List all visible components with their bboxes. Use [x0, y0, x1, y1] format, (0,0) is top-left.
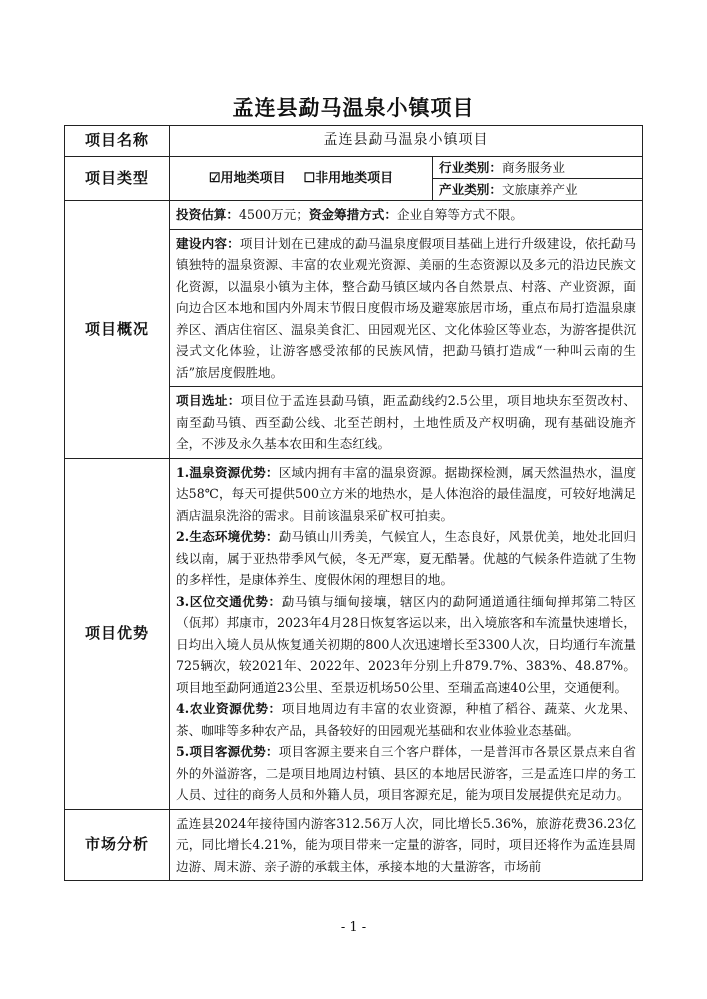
type-options — [170, 157, 433, 201]
row-advantages — [65, 458, 643, 809]
build-label: 建设内容： — [176, 235, 240, 251]
advantage-item: 2.生态环境优势：勐马镇山川秀美，气候宜人，生态良好，风景优美，地处北回归线以南，属于亚热带季风气候，冬无严寒，夏无酷暑。优越的气候条件造就了生物的多样性，是康体养生、度假休闲的理想目的地。 — [176, 529, 637, 587]
label-market: 市场分析 — [65, 809, 170, 881]
row-project-type — [65, 157, 643, 201]
label-project-type: 项目类型 — [65, 157, 170, 201]
page-number: - 1 - — [340, 920, 367, 935]
overview-content — [170, 201, 643, 459]
label-project-name: 项目名称 — [65, 126, 170, 157]
advantage-item: 5.项目客源优势：项目客源主要来自三个客户群体，一是普洱市各景区景点来自省外的外溢游客，二是项目地周边村镇、县区的本地居民游客，三是孟连口岸的务工人员、过往的商务人员和外籍人员，项目客源充足，能为项目发展提供充足动力。 — [176, 744, 637, 802]
nonland-type-checkbox: ☐非用地类项目 — [303, 171, 394, 187]
industry-label: 行业类别： — [439, 160, 502, 175]
advantage-item: 4.农业资源优势：项目地周边有丰富的农业资源，种植了稻谷、蔬菜、火龙果、茶、咖啡等多种农产品，具备较好的田园观光基础和农业体验业态基础。 — [176, 701, 637, 738]
site-text: 项目位于孟连县勐马镇，距孟勐线约2.5公里，项目地块东至贺改村、南至勐马镇、西至勐公线、北至芒朗村，土地性质及产权明确，现有基础设施齐全，不涉及永久基本农田和生态红线。 — [176, 393, 636, 451]
sector-label: 产业类别： — [439, 182, 502, 197]
advantage-item: 3.区位交通优势：勐马镇与缅甸接壤，辖区内的勐阿通道通往缅甸掸邦第二特区（佤邦）邦康市，2023年4月28日恢复客运以来，出入境旅客和车流量快速增长，日均出入境人员从恢复通关初期的800人次迅速增长至3300人次，日均通行车流量725辆次，较2021年、2022年、2023年分别上升879.7%、383%、48.87%。项目地至勐阿通道23公里、至景迈机场50公里、至瑞孟高速40公里，交通便利。 — [176, 593, 637, 695]
advantage-item: 1.温泉资源优势：区域内拥有丰富的温泉资源。据勘探检测，属天然温热水，温度达58℃，每天可提供500立方米的地热水，是人体泡浴的最佳温度，可较好地满足酒店温泉洗浴的需求。目前该温泉采矿权可拍卖。 — [176, 464, 637, 523]
advantages-content — [170, 458, 643, 809]
project-table — [64, 125, 643, 881]
label-advantages: 项目优势 — [65, 458, 170, 809]
value-project-name: 孟连县勐马温泉小镇项目 — [170, 126, 643, 157]
category-cell — [433, 157, 643, 201]
site-label: 项目选址： — [176, 393, 241, 408]
invest-label: 投资估算： — [176, 207, 239, 222]
row-project-name — [65, 126, 643, 157]
fund-value: 企业自筹等方式不限。 — [396, 207, 523, 222]
industry-value: 商务服务业 — [501, 160, 565, 175]
row-overview — [65, 201, 643, 459]
build-text: 项目计划在已建成的勐马温泉度假项目基础上进行升级建设，依托勐马镇独特的温泉资源、丰富的农业观光资源、美丽的生态资源以及多元的沿边民族文化资源，以温泉小镇为主体，整合勐马镇区域内各自然景点、村落、产业资源，面向边合区本地和国内外周末节假日度假市场及避寒旅居市场，重点布局打造温泉康养区、酒店住宿区、温泉美食汇、田园观光区、文化体验区等业态，为游客提供沉浸式文化体验，让游客感受浓郁的民族风情，把勐马镇打造成“一种叫云南的生活”旅居度假胜地。 — [176, 235, 637, 380]
market-text: 孟连县2024年接待国内游客312.56万人次，同比增长5.36%，旅游花费36.23亿元，同比增长4.21%，能为项目带来一定量的游客，同时，项目还将作为孟连县周边游、周末游、亲子游的承载主体，承接本地的大量游客，市场前 — [170, 809, 643, 881]
label-overview: 项目概况 — [65, 201, 170, 459]
invest-value: 4500万元； — [238, 207, 309, 222]
fund-label: 资金筹措方式： — [308, 207, 397, 222]
row-market — [65, 809, 643, 881]
land-type-checkbox: ☑用地类项目 — [208, 171, 286, 187]
sector-value: 文旅康养产业 — [501, 182, 578, 197]
document-title: 孟连县勐马温泉小镇项目 — [232, 95, 475, 120]
